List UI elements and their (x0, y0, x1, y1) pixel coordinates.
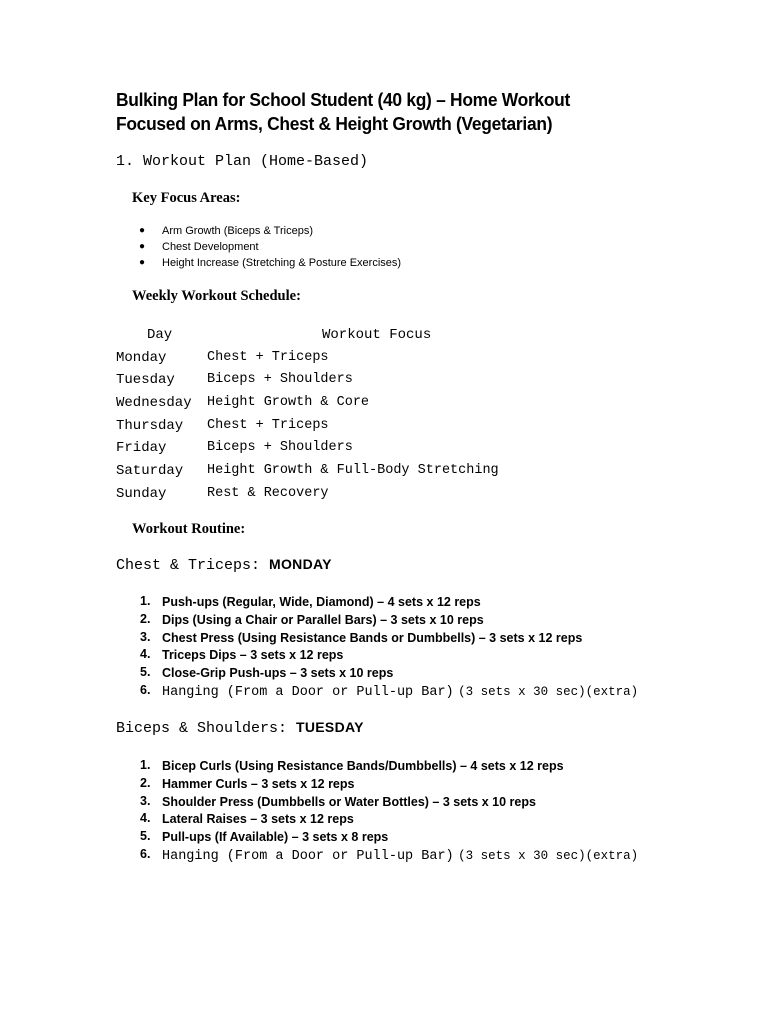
biceps-shoulders-heading (116, 719, 364, 737)
item-number: 6. (140, 682, 151, 697)
heading-label: Chest & Triceps: (116, 557, 270, 574)
item-text: Pull-ups (If Available) – 3 sets x 8 reps (162, 830, 389, 845)
list-item (136, 255, 401, 271)
item-number: 3. (140, 629, 151, 644)
key-focus-heading: Key Focus Areas: (132, 190, 241, 206)
column-header-day: Day (147, 327, 173, 343)
bullet-icon: ● (139, 241, 146, 252)
column-header-focus: Workout Focus (322, 327, 432, 343)
list-item-text: Arm Growth (Biceps & Triceps) (162, 225, 313, 237)
item-text: Bicep Curls (Using Resistance Bands/Dumbbells) – 4 sets x 12 reps (162, 759, 564, 773)
list-item (140, 757, 638, 775)
focus-cell: Height Growth & Core (207, 395, 370, 411)
key-focus-list (136, 223, 401, 271)
item-number: 5. (140, 665, 151, 680)
focus-cell: Chest + Triceps (207, 349, 329, 365)
focus-cell: Chest + Triceps (207, 417, 329, 433)
item-number: 5. (140, 829, 151, 844)
routine-heading: Workout Routine: (132, 521, 246, 537)
bullet-icon: ● (139, 225, 146, 236)
day-cell: Saturday (116, 463, 184, 480)
heading-day: TUESDAY (296, 719, 364, 735)
focus-cell: Biceps + Shoulders (207, 372, 353, 388)
item-text: Close-Grip Push-ups – 3 sets x 10 reps (162, 666, 394, 681)
list-item-text: Chest Development (162, 241, 259, 253)
item-number: 1. (140, 758, 151, 772)
item-text: Triceps Dips – 3 sets x 12 reps (162, 648, 344, 663)
day-cell: Thursday (116, 417, 184, 434)
item-text: Lateral Raises – 3 sets x 12 reps (162, 812, 354, 827)
day-cell: Friday (116, 440, 167, 457)
item-text: Hanging (From a Door or Pull-up Bar) (162, 848, 454, 864)
day-cell: Sunday (116, 485, 167, 502)
list-item (140, 793, 638, 811)
item-number: 3. (140, 793, 151, 808)
item-text: Push-ups (Regular, Wide, Diamond) – 4 sets x 12 reps (162, 595, 481, 609)
item-text: Chest Press (Using Resistance Bands or Dumbbells) – 3 sets x 12 reps (162, 630, 583, 645)
title-line: Bulking Plan for School Student (40 kg) – Home Workout (116, 89, 571, 110)
list-item (140, 646, 638, 664)
item-number: 2. (140, 611, 151, 626)
biceps-shoulders-list (140, 757, 638, 864)
item-text: Shoulder Press (Dumbbells or Water Bottles) – 3 sets x 10 reps (162, 794, 536, 809)
chest-triceps-list (140, 593, 638, 700)
list-item (140, 828, 638, 846)
item-extra: (3 sets x 30 sec)(extra) (458, 848, 639, 863)
heading-day: MONDAY (269, 556, 332, 572)
list-item (140, 810, 638, 828)
focus-cell: Biceps + Shoulders (207, 440, 353, 456)
item-number: 6. (140, 846, 151, 861)
list-item (136, 223, 401, 239)
day-cell: Wednesday (116, 395, 192, 412)
item-text: Dips (Using a Chair or Parallel Bars) – 3 sets x 10 reps (162, 612, 484, 627)
item-number: 4. (140, 811, 151, 826)
day-cell: Tuesday (116, 372, 175, 389)
list-item (140, 629, 638, 647)
item-number: 4. (140, 647, 151, 662)
title-line: Focused on Arms, Chest & Height Growth (Vegetarian) (116, 113, 553, 134)
list-item (140, 664, 638, 682)
day-cell: Monday (116, 349, 167, 366)
bullet-icon: ● (139, 257, 146, 268)
item-extra: (3 sets x 30 sec)(extra) (458, 684, 639, 699)
list-item (140, 682, 638, 700)
document-title (116, 88, 699, 136)
list-item (140, 775, 638, 793)
list-item (140, 846, 638, 864)
list-item-text: Height Increase (Stretching & Posture Exercises) (162, 257, 402, 269)
list-item (140, 593, 638, 611)
item-number: 2. (140, 775, 151, 790)
chest-triceps-heading (116, 556, 332, 574)
section-heading: 1. Workout Plan (Home-Based) (116, 153, 369, 170)
item-text: Hanging (From a Door or Pull-up Bar) (162, 684, 454, 700)
item-number: 1. (140, 594, 151, 608)
heading-label: Biceps & Shoulders: (116, 720, 297, 737)
list-item (140, 611, 638, 629)
item-text: Hammer Curls – 3 sets x 12 reps (162, 776, 355, 791)
schedule-heading: Weekly Workout Schedule: (132, 288, 301, 304)
focus-cell: Height Growth & Full-Body Stretching (207, 463, 499, 479)
focus-cell: Rest & Recovery (207, 485, 329, 501)
list-item (136, 239, 401, 255)
